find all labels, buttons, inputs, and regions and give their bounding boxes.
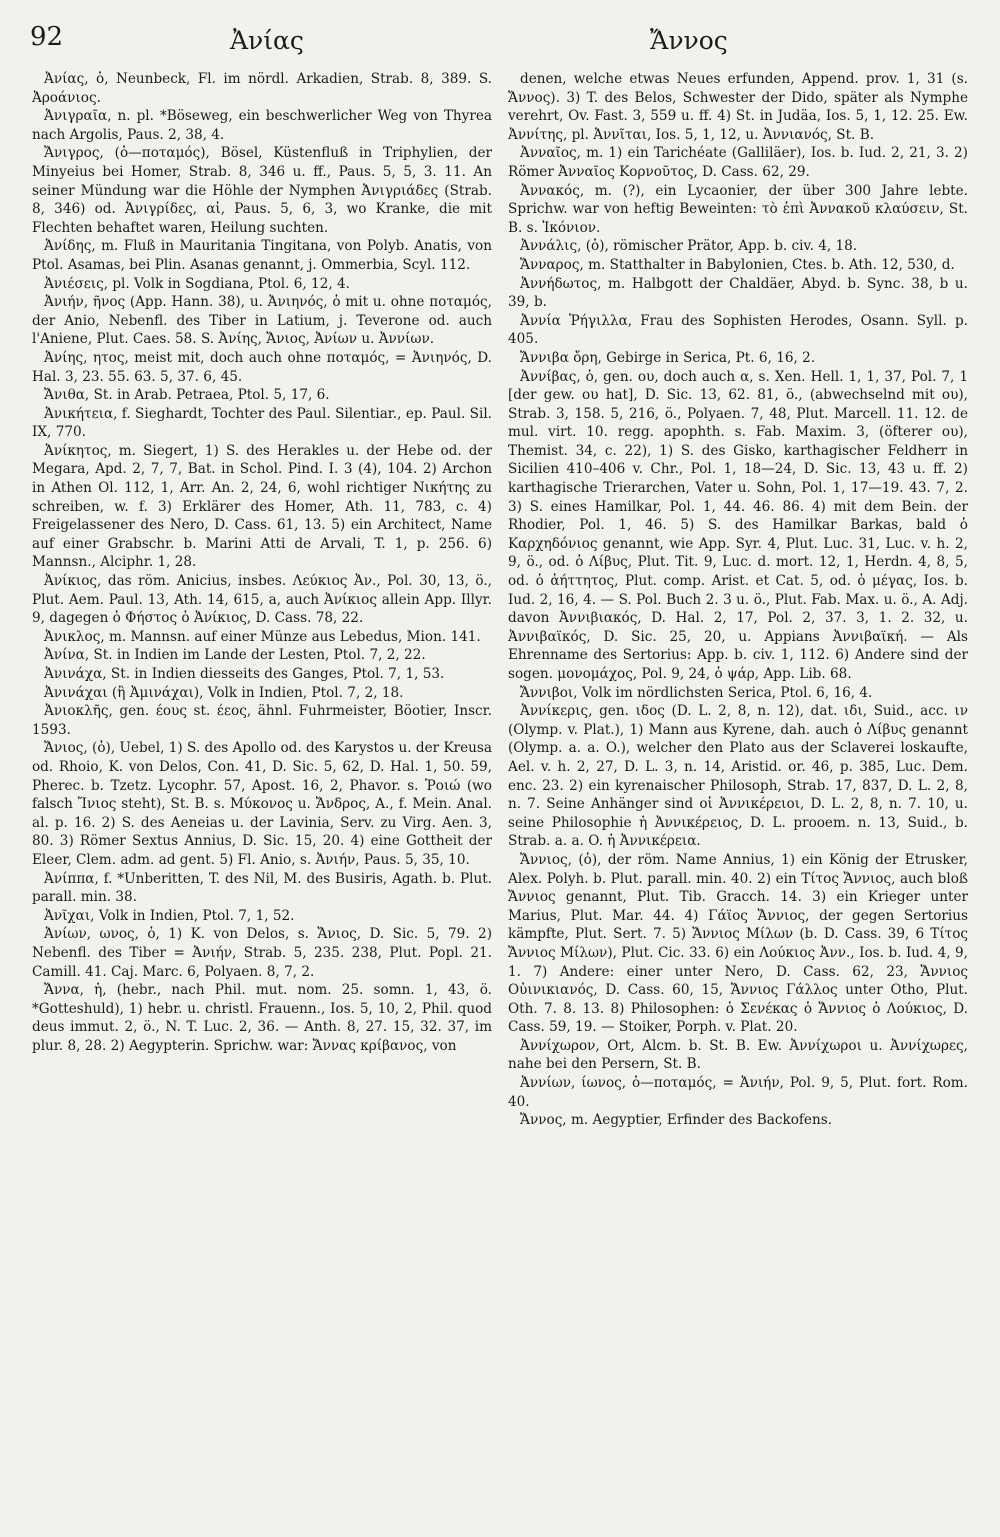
entry-left-15: Ἀνινάχαι (ἢ Ἀμινάχαι), Volk in Indien, Ptol. 7, 2, 18. <box>44 684 404 701</box>
entry-left-13: Ἀνίνα, St. in Indien im Lande der Lesten, Ptol. 7, 2, 22. <box>44 647 426 664</box>
left-column <box>32 70 492 1520</box>
entry-right-7: Ἀννία Ῥήγιλλα, Frau des Sophisten Herodes, Osann. Syll. p. 405. <box>508 312 968 348</box>
entry-left-8: Ἄνιθα, St. in Arab. Petraea, Ptol. 5, 17, 6. <box>44 387 330 404</box>
entry-left-16: Ἀνιοκλῆς, gen. έους st. έεος, ähnl. Fuhrmeister, Böotier, Inscr. 1593. <box>32 703 492 738</box>
entry-left-20: Ἀνίων, ωνος, ὁ, 1) K. von Delos, s. Ἄνιος, D. Sic. 5, 79. 2) Nebenfl. des Tiber = Ἀνιήν, Strab. 5, 235. 238, Plut. Popl. 21. Camill. 41. Caj. Marc. 6, Polyaen. 8, 7, 2. <box>32 926 492 980</box>
entry-right-12: Ἄννιος, (ὁ), der röm. Name Annius, 1) ein König der Etrusker, Alex. Polyh. b. Plut. parall. min. 40. 2) ein Τίτος Ἄννιος, auch bloß Ἄννιος genannt, Plut. Tib. Gracch. 14. 3) ein Krieger unter Marius, Plut. Mar. 44. 4) Γάϊος Ἄννιος, der gegen Sertorius kämpfte, Plut. Sert. 7. 5) Ἄννιος Μίλων (b. D. Cass. 39, 6 Τίτος Ἄννιος Μίλων), Plut. Cic. 33. 6) ein Λούκιος Ἀνν., Ios. b. Iud. 4, 9, 1. 7) Andere: einer unter Nero, D. Cass. 62, 23, Ἄννιος Οὐινικιανός, D. Cass. 60, 15, Ἄννιος Γάλλος unter Otho, Plut. Oth. 7. 8. 13. 8) Philosophen: ὁ Σενέκας ὁ Ἄννιος ὁ Λούκιος, D. Cass. 59, 19. — Stoiker, Porph. v. Plat. 20. <box>508 851 968 1036</box>
entry-right-11: Ἀννίκερις, gen. ιδος (D. L. 2, 8, n. 12), dat. ιδι, Suid., acc. ιν (Olymp. v. Plat.), 1) Mann aus Kyrene, dah. auch ὁ Λίβυς genannt (Olymp. a. a. O.), welcher den Plato aus der Sclaverei loskaufte, Ael. v. h. 2, 27, D. L. 3, n. 14, Aristid. or. 46, p. 385, Luc. Dem. enc. 23. 2) ein kyrenaischer Philosoph, Strab. 17, 837, D. L. 2, 8, n. 7. Seine Anhänger sind οἱ Ἀννικέρειοι, D. L. 2, 8, n. 7. 10, u. seine Philosophie ἡ Ἀννικέρειος, D. L. prooem. n. 13, Suid., b. Strab. a. a. O. ἡ Ἀννικέρεια. <box>508 703 968 850</box>
entry-right-13: Ἀννίχωρον, Ort, Alcm. b. St. B. Ew. Ἀννίχωροι u. Ἀννίχωρες, nahe bei den Persern, St. B. <box>508 1037 968 1073</box>
entry-left-5: Ἀνιέσεις, pl. Volk in Sogdiana, Ptol. 6, 12, 4. <box>44 275 350 292</box>
entry-left-2: Ἀνιγραῖα, n. pl. *Böseweg, ein beschwerlicher Weg von Thyrea nach Argolis, Paus. 2, 38, 4. <box>32 108 492 143</box>
entry-left-19: Ἀνῖχαι, Volk in Indien, Ptol. 7, 1, 52. <box>44 907 295 924</box>
entry-left-9: Ἀνικήτεια, f. Sieghardt, Tochter des Paul. Silentiar., ep. Paul. Sil. IX, 770. <box>32 405 492 441</box>
entry-right-9: Ἀννίβας, ὁ, gen. ου, doch auch α, s. Xen. Hell. 1, 1, 37, Pol. 7, 1 [der gew. ου hat], D. Sic. 13, 62. 81, ö., (abwechselnd mit ου), Strab. 3, 158. 5, 216, ö., Polyaen. 7, 48, Plut. Marcell. 11. 12. de mul. virt. 10. regg. apophth. s. Fab. Maxim. 3, (öfterer ου), Themist. 34, c. 22), 1) S. des Gisko, karthagischer Feldherr in Sicilien 410–406 v. Chr., Pol. 1, 18—24, D. Sic. 13, 43 u. ff. 2) karthagische Trierarchen, Vater u. Sohn, Pol. 1, 17—19. 43. 7, 2. 3) S. eines Hamilkar, Pol. 1, 44. 46. 86. 4) mit dem Bein. der Rhodier, Pol. 1, 46. 5) S. des Hamilkar Barkas, bald ὁ Καρχηδόνιος genannt, wie App. Syr. 4, Plut. Luc. 31, Luc. v. h. 2, 9, ö., od. ὁ Λίβυς, Plut. Tit. 9, Luc. d. mort. 12, 1, Herdn. 4, 8, 5, od. ὁ ἀήττητος, Plut. comp. Arist. et Cat. 5, od. ὁ μέγας, Ios. b. Iud. 2, 16, 4. — S. Pol. Buch 2. 3 u. ö., Plut. Fab. Max. u. ö., A. Adj. davon Ἀννιβιακός, D. Hal. 2, 17, Pol. 2, 37. 3, 1. 2. 32, u. Ἀννιβαϊκός, D. Sic. 25, 20, u. Appians Ἀννιβαϊκή. — Als Ehrenname des Sertorius: App. b. civ. 1, 112. 6) Andere sind der sogen. μονομάχος, Pol. 9, 24, ὁ ψάρ, App. Lib. 68. <box>508 368 968 682</box>
entry-right-8: Ἄννιβα ὄρη, Gebirge in Serica, Pt. 6, 16, 2. <box>520 349 816 366</box>
entry-left-3: Ἄνιγρος, (ὁ—ποταμός), Bösel, Küstenfluß in Triphylien, der Minyeius bei Homer, Strab. 8, 346 u. ff., Paus. 5, 5, 3. 11. An seiner Mündung war die Höhle der Nymphen Ἀνιγριάδες (Strab. 8, 346) od. Ἀνιγρίδες, αἱ, Paus. 5, 6, 3, wo Kranke, die mit Flechten behaftet waren, Heilung suchten. <box>32 145 492 236</box>
entry-right-4: Ἀννάλις, (ὁ), römischer Prätor, App. b. civ. 4, 18. <box>520 238 858 255</box>
entry-left-11: Ἀνίκιος, das röm. Anicius, insbes. Λεύκιος Ἀν., Pol. 30, 13, ö., Plut. Aem. Paul. 13, Ath. 14, 615, a, auch Ἀνίκιος allein App. Illyr. 9, dagegen ὁ Φήστος ὁ Ἀνίκιος, D. Cass. 78, 22. <box>32 573 492 627</box>
entry-left-7: Ἀνίης, ητος, meist mit, doch auch ohne ποταμός, = Ἀνιηνός, D. Hal. 3, 23. 55. 63. 5, 37. 6, 45. <box>32 349 492 385</box>
entry-left-14: Ἀνινάχα, St. in Indien diesseits des Ganges, Ptol. 7, 1, 53. <box>44 666 445 682</box>
entry-right-5: Ἄνναρος, m. Statthalter in Babylonien, Ctes. b. Ath. 12, 530, d. <box>520 256 955 273</box>
entry-left-6: Ἀνιήν, ῆνος (App. Hann. 38), u. Ἀνιηνός, ὁ mit u. ohne ποταμός, der Anio, Nebenfl. des Tiber in Latium, j. Teverone od. auch l'Aniene, Plut. Caes. 58. S. Ἀνίης, Ἄνιος, Ἀνίων u. Ἀννίων. <box>32 294 492 348</box>
page-number: 92 <box>30 22 64 52</box>
entry-left-12: Ἀνικλος, m. Mannsn. auf einer Münze aus Lebedus, Mion. 141. <box>44 628 481 645</box>
entry-right-1: denen, welche etwas Neues erfunden, Append. prov. 1, 31 (s. Ἄννος). 3) T. des Belos, Schwester der Dido, später als Nymphe verehrt, Ov. Fast. 3, 559 u. ff. 4) St. in Judäa, Ios. 5, 1, 12. 25. Ew. Ἀννίτης, pl. Ἀννῖται, Ios. 5, 1, 12, u. Ἀννιανός, St. B. <box>508 71 968 143</box>
entry-left-21: Ἄννα, ἡ, (hebr., nach Phil. mut. nom. 25. somn. 1, 43, ö. *Gotteshuld), 1) hebr. u. christl. Frauenn., Ios. 5, 10, 2, Phil. quod deus immut. 2, ö., N. T. Luc. 2, 36. — Anth. 8, 27. 15, 32. 37, im plur. 8, 28. 2) Aegypterin. Sprichw. war: Ἄννας κρίβανος, von <box>32 982 492 1054</box>
page-header <box>30 22 972 68</box>
entry-right-14: Ἀννίων, ίωνος, ὁ—ποταμός, = Ἀνιήν, Pol. 9, 5, Plut. fort. Rom. 40. <box>508 1075 968 1110</box>
entry-right-15: Ἄννος, m. Aegyptier, Erfinder des Backofens. <box>520 1112 833 1129</box>
entry-left-4: Ἀνίδης, m. Fluß in Mauritania Tingitana, von Polyb. Anatis, von Ptol. Asamas, bei Plin. Asanas genannt, j. Ommerbia, Scyl. 112. <box>32 238 492 273</box>
entry-left-1: Ἀνίας, ὁ, Neunbeck, Fl. im nördl. Arkadien, Strab. 8, 389. S. Ἀροάνιος. <box>32 71 492 106</box>
entry-right-3: Ἀννακός, m. (?), ein Lycaonier, der über 300 Jahre lebte. Sprichw. war von heftig Beweinten: τὸ ἐπὶ Ἀννακοῦ κλαύσειν, St. B. s. Ἰκόνιον. <box>508 182 968 236</box>
entry-right-6: Ἀννήδωτος, m. Halbgott der Chaldäer, Abyd. b. Sync. 38, b u. 39, b. <box>508 275 968 311</box>
right-column <box>508 70 968 1520</box>
entry-left-18: Ἀνίππα, f. *Unberitten, T. des Nil, M. des Busiris, Agath. b. Plut. parall. min. 38. <box>32 870 492 906</box>
entry-left-10: Ἀνίκητος, m. Siegert, 1) S. des Herakles u. der Hebe od. der Megara, Apd. 2, 7, 7, Bat. in Schol. Pind. I. 3 (4), 104. 2) Archon in Athen Ol. 112, 1, Arr. An. 2, 24, 6, wohl richtiger Νικήτης zu schreiben, w. f. 3) Erklärer des Homer, Ath. 11, 783, c. 4) Freigelassener des Nero, D. Cass. 61, 13. 5) ein Architect, Name auf einer Grabschr. b. Marini Atti de Arvali, T. 1, p. 256. 6) Mannsn., Alciphr. 1, 28. <box>32 442 492 571</box>
left-running-headword: Ἀνίας <box>230 26 304 55</box>
right-running-headword: Ἄννος <box>650 26 728 55</box>
entry-left-17: Ἄνιος, (ὁ), Uebel, 1) S. des Apollo od. des Karystos u. der Kreusa od. Rhoio, K. von Delos, Con. 41, D. Sic. 5, 62, D. Hal. 1, 50. 59, Pherec. b. Tzetz. Lycophr. 57, Apost. 16, 2, Phavor. s. Ῥοιώ (wo falsch Ἴνιος steht), St. B. s. Μύκονος u. Ἄνδρος, A., f. Mein. Anal. al. p. 16. 2) S. des Aeneias u. der Lavinia, Serv. zu Virg. Aen. 3, 80. 3) Römer Sextus Annius, D. Sic. 15, 20. 4) eine Gottheit der Eleer, Clem. adm. ad gent. 5) Fl. Anio, s. Ἀνιήν, Paus. 5, 35, 10. <box>32 740 492 868</box>
entry-right-2: Ἀνναῖος, m. 1) ein Tarichéate (Galliläer), Ios. b. Iud. 2, 21, 3. 2) Römer Ἀνναῖος Κορνοῦτος, D. Cass. 62, 29. <box>508 145 968 180</box>
entry-right-10: Ἄννιβοι, Volk im nördlichsten Serica, Ptol. 6, 16, 4. <box>520 684 873 701</box>
